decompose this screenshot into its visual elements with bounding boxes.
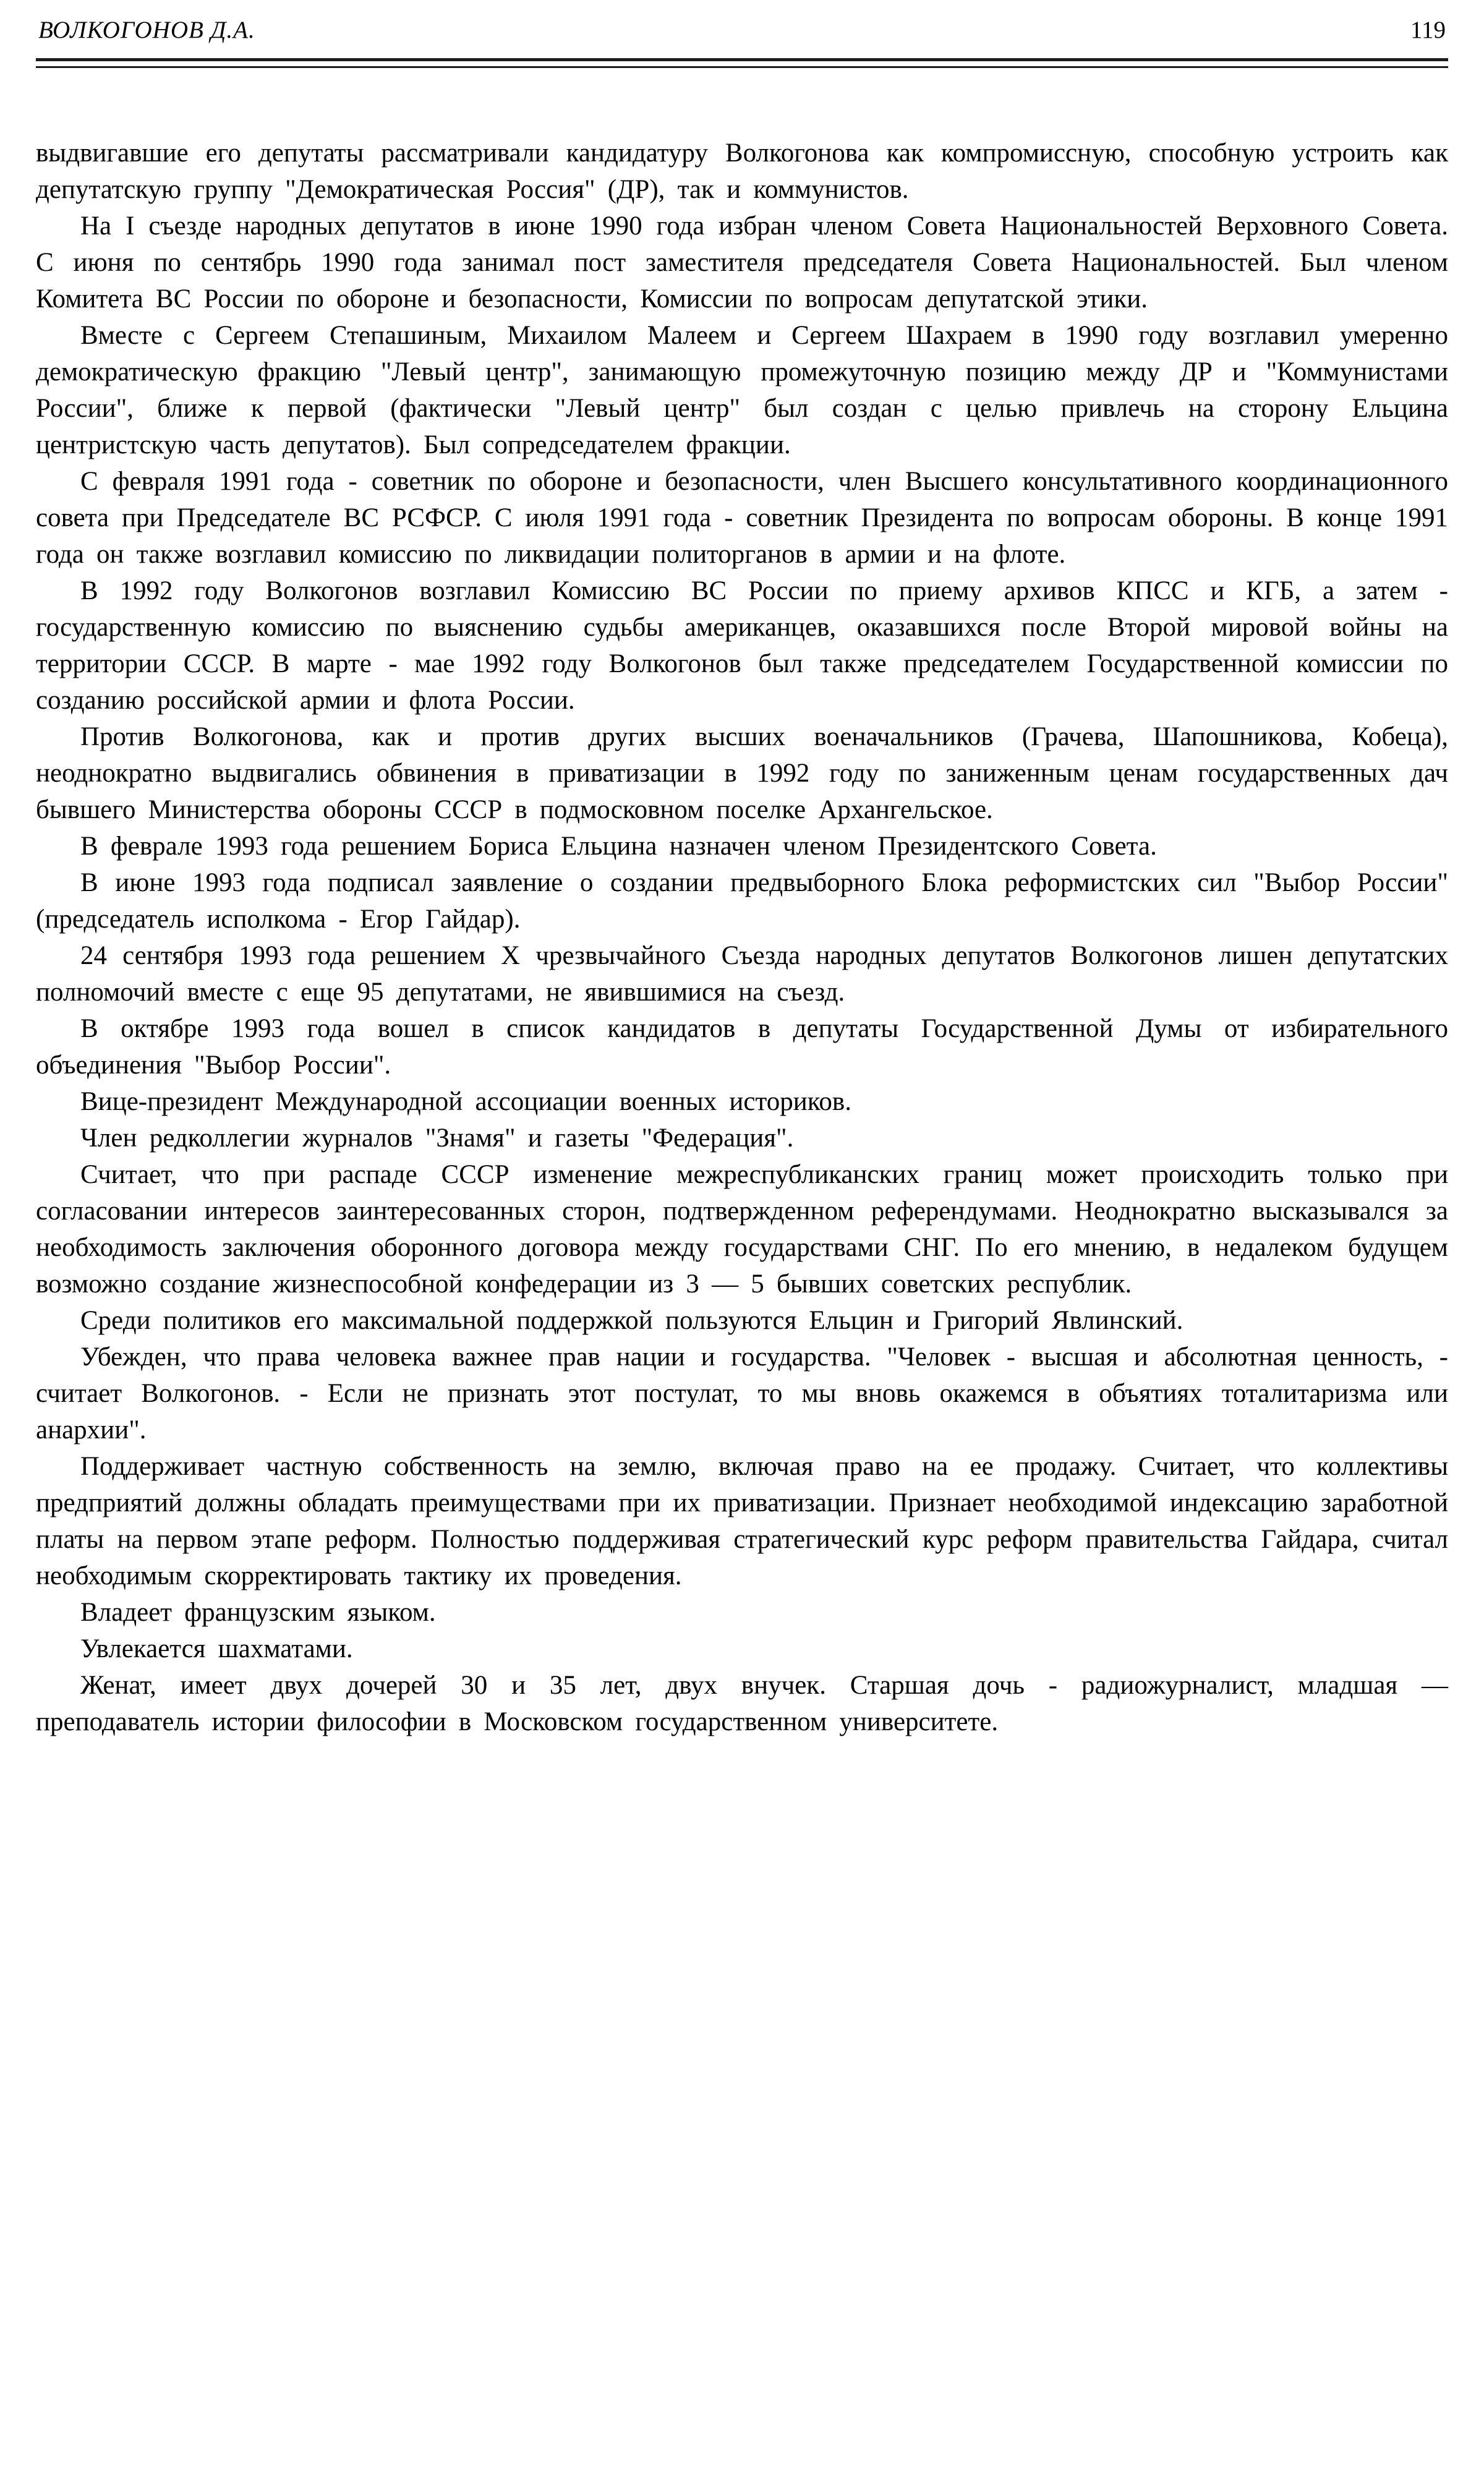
- paragraph: Вместе с Сергеем Степашиным, Михаилом Малеем и Сергеем Шахраем в 1990 году возглавил умеренно демократическую фракцию "Левый центр", занимающую промежуточную позицию между ДР и "Коммунистами России", ближе к первой (фактически "Левый центр" был создан с целью привлечь на сторону Ельцина центристскую часть депутатов). Был сопредседателем фракции.: [36, 321, 1448, 459]
- page-number: 119: [1410, 17, 1446, 43]
- paragraph: На I съезде народных депутатов в июне 1990 года избран членом Совета Национальностей Верховного Совета. С июня по сентябрь 1990 года занимал пост заместителя председателя Совета Национальностей. Был членом Комитета ВС России по обороне и безопасности, Комиссии по вопросам депутатской этики.: [36, 211, 1448, 314]
- paragraph: В июне 1993 года подписал заявление о создании предвыборного Блока реформистских сил "Выбор России" (председатель исполкома - Егор Гайдар).: [36, 868, 1448, 934]
- paragraph: В октябре 1993 года вошел в список кандидатов в депутаты Государственной Думы от избирательного объединения "Выбор России".: [36, 1014, 1448, 1080]
- document-body: [36, 135, 1448, 1740]
- paragraph: Увлекается шахматами.: [80, 1634, 353, 1663]
- paragraph: Владеет французским языком.: [80, 1598, 436, 1627]
- paragraph: Женат, имеет двух дочерей 30 и 35 лет, двух внучек. Старшая дочь - радиожурналист, младшая — преподаватель истории философии в Московском государственном университете.: [36, 1671, 1448, 1736]
- paragraph: Против Волкогонова, как и против других высших военачальников (Грачева, Шапошникова, Кобеца), неоднократно выдвигались обвинения в приватизации в 1992 году по заниженным ценам государственных дач бывшего Министерства обороны СССР в подмосковном поселке Архангельское.: [36, 722, 1448, 824]
- header-rule: [36, 58, 1448, 68]
- paragraph: 24 сентября 1993 года решением X чрезвычайного Съезда народных депутатов Волкогонов лишен депутатских полномочий вместе с еще 95 депутатами, не явившимися на съезд.: [36, 941, 1448, 1007]
- paragraph: С февраля 1991 года - советник по обороне и безопасности, член Высшего консультативного координационного совета при Председателе ВС РСФСР. С июля 1991 года - советник Президента по вопросам обороны. В конце 1991 года он также возглавил комиссию по ликвидации политорганов в армии и на флоте.: [36, 467, 1448, 569]
- paragraph: В феврале 1993 года решением Бориса Ельцина назначен членом Президентского Совета.: [80, 832, 1157, 861]
- paragraph: Убежден, что права человека важнее прав нации и государства. "Человек - высшая и абсолютная ценность, - считает Волкогонов. - Если не признать этот постулат, то мы вновь окажемся в объятиях тоталитаризма или анархии".: [36, 1342, 1448, 1444]
- paragraph: Член редколлегии журналов "Знамя" и газеты "Федерация".: [80, 1124, 794, 1153]
- paragraph: Поддерживает частную собственность на землю, включая право на ее продажу. Считает, что коллективы предприятий должны обладать преимуществами при их приватизации. Признает необходимой индексацию заработной платы на первом этапе реформ. Полностью поддерживая стратегический курс реформ правительства Гайдара, считал необходимым скорректировать тактику их проведения.: [36, 1452, 1448, 1590]
- paragraph: Вице-президент Международной ассоциации военных историков.: [80, 1087, 851, 1116]
- page-header: [36, 16, 1448, 45]
- running-title: ВОЛКОГОНОВ Д.А.: [38, 17, 255, 43]
- paragraph: Среди политиков его максимальной поддержкой пользуются Ельцин и Григорий Явлинский.: [80, 1306, 1183, 1335]
- paragraph: выдвигавшие его депутаты рассматривали кандидатуру Волкогонова как компромиссную, способную устроить как депутатскую группу "Демократическая Россия" (ДР), так и коммунистов.: [36, 139, 1448, 204]
- paragraph: В 1992 году Волкогонов возглавил Комиссию ВС России по приему архивов КПСС и КГБ, а затем - государственную комиссию по выяснению судьбы американцев, оказавшихся после Второй мировой войны на территории СССР. В марте - мае 1992 году Волкогонов был также председателем Государственной комиссии по созданию российской армии и флота России.: [36, 576, 1448, 715]
- paragraph: Считает, что при распаде СССР изменение межреспубликанских границ может происходить только при согласовании интересов заинтересованных сторон, подтвержденном референдумами. Неоднократно высказывался за необходимость заключения оборонного договора между государствами СНГ. По его мнению, в недалеком будущем возможно создание жизнеспособной конфедерации из 3 — 5 бывших советских республик.: [36, 1160, 1448, 1299]
